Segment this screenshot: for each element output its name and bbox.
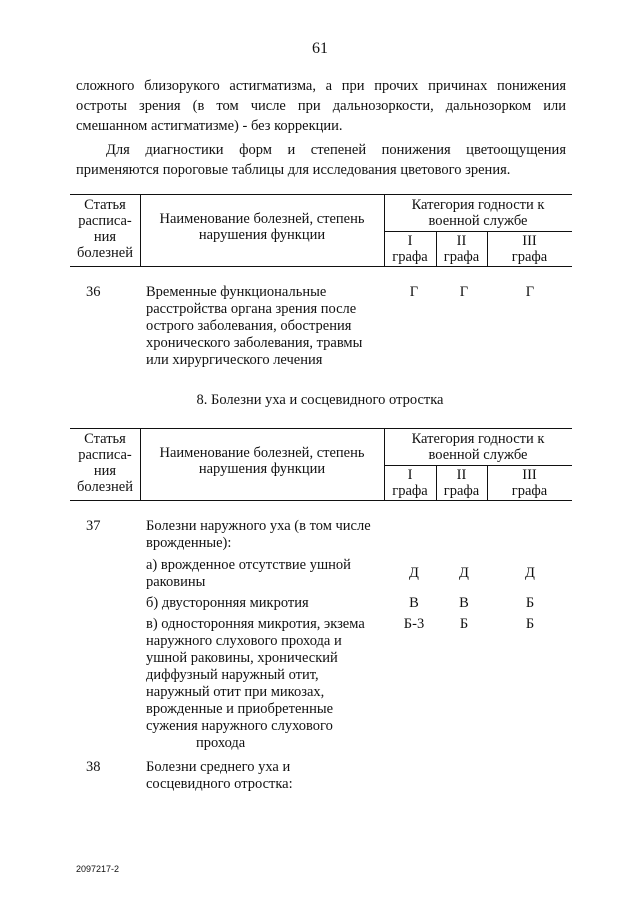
text-line: хронического заболевания, травмы [146, 335, 363, 351]
text-line: Болезни среднего уха и [146, 759, 291, 775]
article-number: 36 [86, 284, 101, 300]
header-category [384, 197, 572, 229]
header-text: расписа- [78, 213, 132, 229]
header-text: III [522, 467, 537, 483]
text-line: врожденные и приобретенные [146, 701, 334, 717]
disease-description [146, 759, 386, 793]
table-border [436, 231, 437, 266]
header-text: расписа- [78, 447, 132, 463]
text-line: врожденные): [146, 535, 232, 551]
header-text: графа [443, 249, 480, 265]
text-line: ушной раковины, хронический [146, 650, 338, 666]
text-line: Временные функциональные [146, 284, 327, 300]
header-column-1 [384, 467, 436, 499]
article-number: 38 [86, 759, 101, 775]
table-border [487, 465, 488, 500]
header-text: болезней [77, 245, 133, 261]
header-text: I [407, 467, 413, 483]
header-column-1 [384, 233, 436, 265]
header-name [140, 445, 384, 477]
header-article [70, 197, 140, 261]
header-column-3 [487, 233, 572, 265]
disease-description [146, 557, 386, 591]
category-value: Д [525, 565, 535, 581]
text-line: Болезни наружного уха (в том числе [146, 518, 371, 534]
document-code: 2097217-2 [76, 864, 120, 874]
header-text: Наименование болезней, степень [159, 211, 365, 227]
text-line: б) двусторонняя микротия [146, 595, 309, 611]
header-text: III [522, 233, 537, 249]
disease-description [146, 595, 386, 612]
paragraph-1 [76, 76, 566, 136]
table-border [384, 231, 572, 232]
header-text: II [456, 233, 467, 249]
header-text: военной службе [428, 447, 528, 463]
page-number: 61 [312, 40, 328, 57]
text-line: сужения наружного слухового [146, 718, 333, 734]
header-text: ния [93, 229, 117, 245]
category-value: Б [525, 595, 535, 611]
text-line: наружного слухового прохода и [146, 633, 342, 649]
header-text: графа [511, 483, 548, 499]
table-border [70, 428, 572, 429]
header-text: нарушения функции [198, 227, 326, 243]
header-text: графа [443, 483, 480, 499]
category-value: В [409, 595, 419, 611]
header-text: ния [93, 463, 117, 479]
header-category [384, 431, 572, 463]
header-text: Категория годности к [411, 197, 545, 213]
text-line: остроты зрения (в том числе при дальнозоркости, дальнозорком или [76, 98, 566, 114]
table-border [70, 500, 572, 501]
category-value: Б [459, 616, 469, 632]
header-text: Наименование болезней, степень [159, 445, 365, 461]
table-border [436, 465, 437, 500]
section-title: 8. Болезни уха и сосцевидного отростка [196, 392, 444, 408]
header-article [70, 431, 140, 495]
header-column-3 [487, 467, 572, 499]
category-value: Г [409, 284, 419, 300]
category-value: Д [409, 565, 419, 581]
table-border [70, 266, 572, 267]
text-line: применяются пороговые таблицы для исследования цветового зрения. [76, 162, 511, 178]
category-value: Б-3 [403, 616, 425, 632]
table-border [384, 465, 572, 466]
text-line: сосцевидного отростка: [146, 776, 293, 792]
category-value: Г [525, 284, 535, 300]
text-line: раковины [146, 574, 206, 590]
text-line: прохода [196, 735, 246, 751]
header-text: Статья [84, 197, 126, 213]
table-border [487, 231, 488, 266]
header-text: графа [392, 249, 428, 265]
text-line: диффузный наружный отит, [146, 667, 319, 683]
table-border [384, 428, 385, 500]
text-line: в) односторонняя микротия, экзема [146, 616, 365, 632]
header-text: Категория годности к [411, 431, 545, 447]
header-name [140, 211, 384, 243]
header-column-2 [436, 467, 487, 499]
text-line: или хирургического лечения [146, 352, 323, 368]
text-line: а) врожденное отсутствие ушной [146, 557, 351, 573]
table-border [384, 194, 385, 266]
disease-description [146, 518, 386, 552]
header-text: I [407, 233, 413, 249]
header-text: Статья [84, 431, 126, 447]
category-value: Д [459, 565, 469, 581]
header-text: II [456, 467, 467, 483]
category-value: Б [525, 616, 535, 632]
header-text: болезней [77, 479, 133, 495]
text-line: сложного близорукого астигматизма, а при прочих причинах понижения [76, 78, 566, 94]
text-line: Для диагностики форм и степеней понижения цветоощущения [106, 142, 566, 158]
text-line: острого заболевания, обострения [146, 318, 352, 334]
text-line: наружный отит при микозах, [146, 684, 325, 700]
disease-description [146, 284, 381, 369]
table-border [70, 194, 572, 195]
article-number: 37 [86, 518, 101, 534]
disease-description [146, 616, 386, 752]
text-line: расстройства органа зрения после [146, 301, 357, 317]
table-border [140, 428, 141, 500]
header-text: военной службе [428, 213, 528, 229]
header-text: графа [511, 249, 548, 265]
table-border [140, 194, 141, 266]
text-line: смешанном астигматизме) - без коррекции. [76, 118, 343, 134]
header-text: графа [392, 483, 428, 499]
category-value: В [459, 595, 469, 611]
paragraph-2 [76, 140, 566, 180]
header-column-2 [436, 233, 487, 265]
header-text: нарушения функции [198, 461, 326, 477]
category-value: Г [459, 284, 469, 300]
